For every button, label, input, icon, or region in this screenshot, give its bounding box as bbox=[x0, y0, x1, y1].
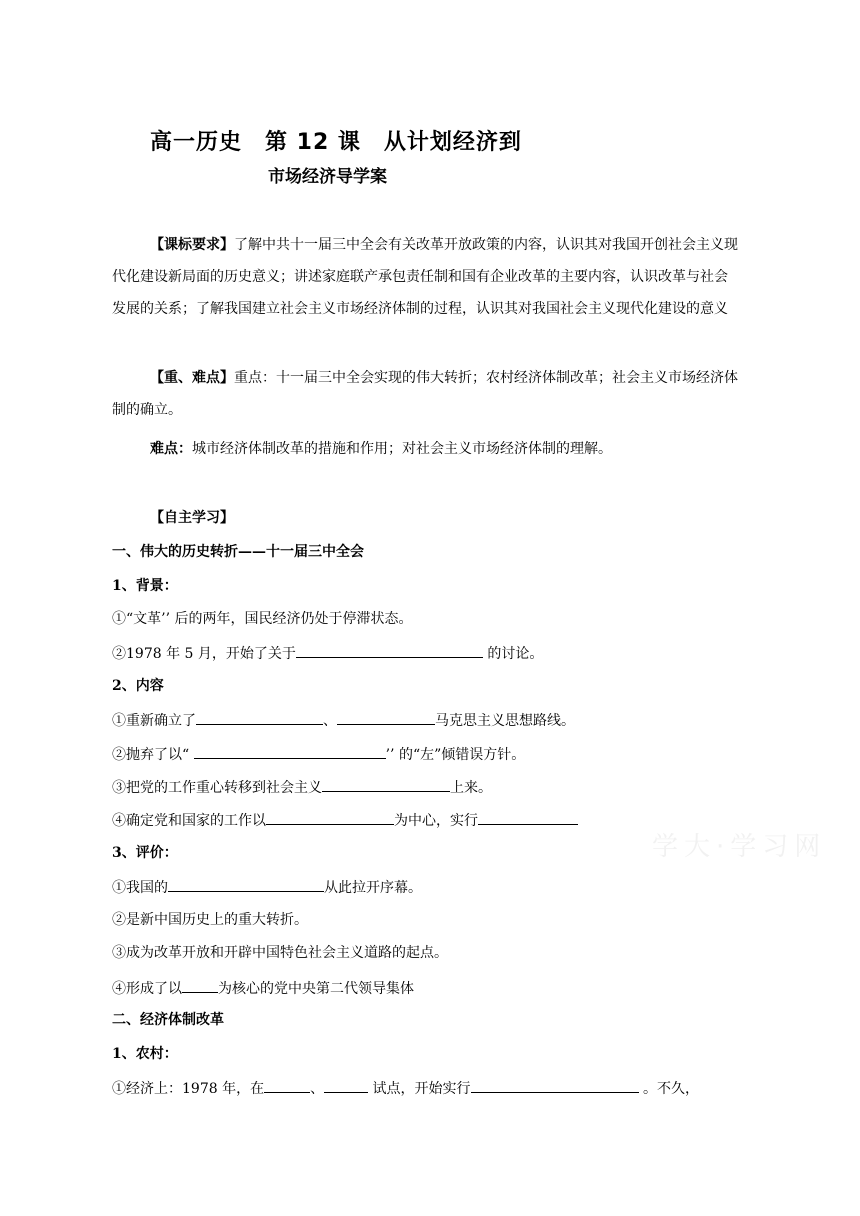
fill-blank[interactable] bbox=[182, 977, 218, 993]
rural-heading: 1、农村： bbox=[112, 1046, 178, 1062]
fill-blank[interactable] bbox=[194, 743, 386, 759]
key-points bbox=[112, 362, 740, 426]
background-heading: 1、背景： bbox=[112, 578, 178, 594]
content-heading: 2、内容 bbox=[112, 678, 164, 694]
fill-blank[interactable] bbox=[168, 876, 324, 892]
curriculum-text: 了解中共十一届三中全会有关改革开放政策的内容，认识其对我国开创社会主义现代化建设新局面的历史意义；讲述家庭联产承包责任制和国有企业改革的主要内容，认识改革与社会发展的关系；了解我国建立社会主义市场经济体制的过程，认识其对我国社会主义现代化建设的意义 bbox=[112, 237, 738, 317]
key-points-label: 【重、难点】 bbox=[150, 370, 234, 386]
fill-blank[interactable] bbox=[324, 1077, 368, 1093]
page-subtitle: 市场经济导学案 bbox=[268, 167, 387, 187]
fill-blank[interactable] bbox=[266, 809, 394, 825]
fill-blank[interactable] bbox=[322, 776, 450, 792]
background-item-1: ①“文革’’ 后的两年，国民经济仍处于停滞状态。 bbox=[112, 611, 413, 627]
content-item-3: ③把党的工作重心转移到社会主义 上来。 bbox=[112, 776, 492, 798]
fill-blank[interactable] bbox=[471, 1077, 639, 1093]
evaluation-item-4: ④形成了以 为核心的党中央第二代领导集体 bbox=[112, 977, 414, 999]
evaluation-item-1: ①我国的 从此拉开序幕。 bbox=[112, 876, 422, 898]
background-item-2: ②1978 年 5 月，开始了关于 的讨论。 bbox=[112, 642, 543, 664]
page-title: 高一历史 第 12 课 从计划经济到 bbox=[150, 130, 522, 155]
evaluation-heading: 3、评价： bbox=[112, 845, 178, 861]
watermark-logo: 学大·学习网 bbox=[652, 832, 827, 862]
fill-blank[interactable] bbox=[264, 1077, 310, 1093]
curriculum-requirements bbox=[112, 229, 740, 325]
evaluation-item-2: ②是新中国历史上的重大转折。 bbox=[112, 912, 308, 928]
evaluation-item-3: ③成为改革开放和开辟中国特色社会主义道路的起点。 bbox=[112, 945, 448, 961]
curriculum-label: 【课标要求】 bbox=[150, 237, 234, 253]
key-points-text: 重点：十一届三中全会实现的伟大转折；农村经济体制改革；社会主义市场经济体制的确立。 bbox=[112, 370, 738, 418]
difficult-label: 难点： bbox=[150, 441, 192, 457]
content-item-2: ②抛弃了以“ ’’ 的“左”倾错误方针。 bbox=[112, 743, 525, 765]
content-item-1: ①重新确立了 、 马克思主义思想路线。 bbox=[112, 709, 575, 731]
section-1-heading: 一、伟大的历史转折——十一届三中全会 bbox=[112, 544, 364, 560]
fill-blank[interactable] bbox=[478, 809, 578, 825]
fill-blank[interactable] bbox=[337, 709, 435, 725]
fill-blank[interactable] bbox=[196, 709, 323, 725]
difficult-text: 城市经济体制改革的措施和作用；对社会主义市场经济体制的理解。 bbox=[192, 441, 612, 457]
content-item-4: ④确定党和国家的工作以 为中心，实行 bbox=[112, 809, 578, 831]
difficult-points bbox=[150, 433, 778, 465]
self-study-heading: 【自主学习】 bbox=[150, 510, 234, 526]
rural-item-1: ①经济上：1978 年，在 、 试点，开始实行 。不久， bbox=[112, 1077, 699, 1099]
fill-blank[interactable] bbox=[296, 642, 483, 658]
section-2-heading: 二、经济体制改革 bbox=[112, 1012, 224, 1028]
